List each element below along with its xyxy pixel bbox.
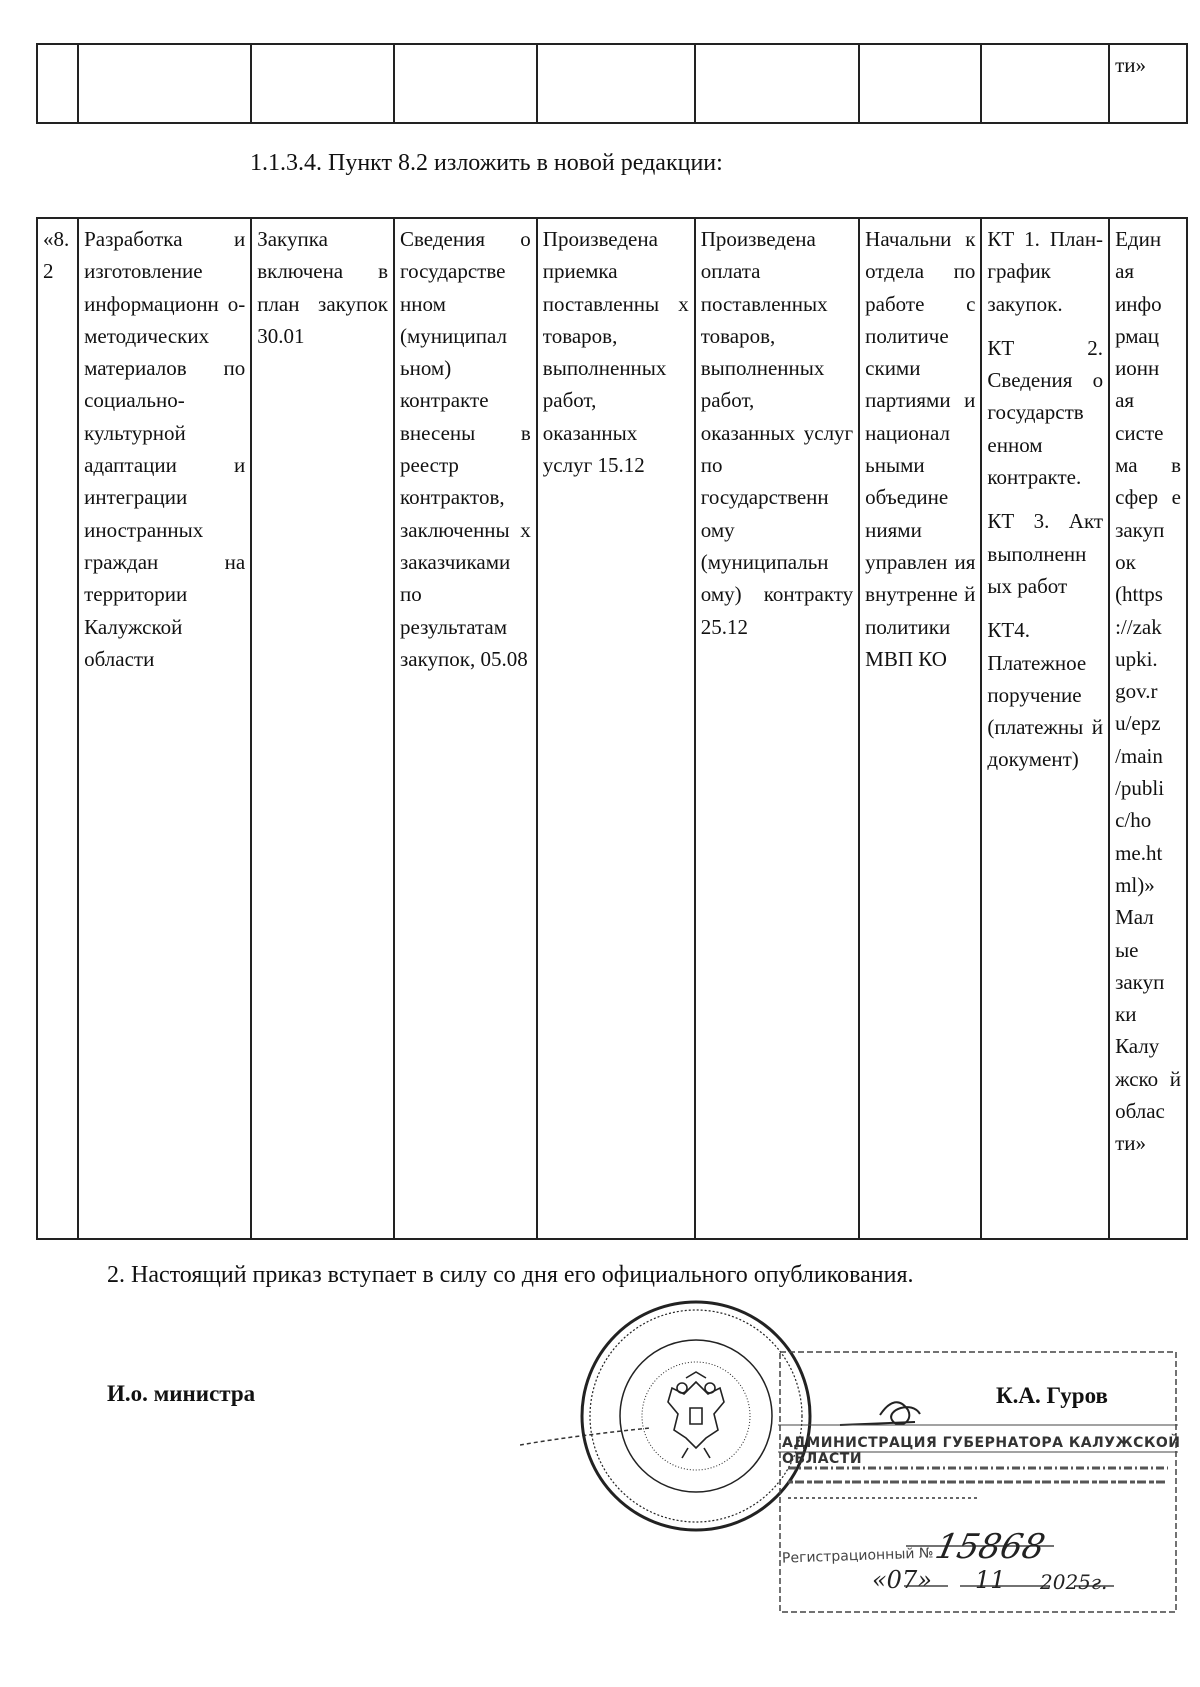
control-point: КТ 2. Сведения о государств енном контракте. [987, 335, 1104, 490]
signer-name: К.А. Гуров [996, 1383, 1108, 1408]
registration-label: Регистрационный № [781, 1545, 934, 1567]
control-points-cell [981, 218, 1109, 1239]
responsible-cell: Начальни к отдела по работе с политиче скими партиями и национал ьными объедине ниями управлен ия внутренне й политики МВП КО [859, 218, 981, 1239]
payment-cell: Произведена оплата поставленных товаров, выполненных работ, оказанных услуг по государственн ому (муниципальн ому) контракту 25.12 [695, 218, 859, 1239]
table-row [37, 218, 1187, 1239]
registration-date-year: 2025г. [1040, 1570, 1108, 1594]
table-cell [37, 44, 78, 123]
table-cell [695, 44, 859, 123]
table-row [37, 44, 1187, 123]
item-number-cell: «8. 2 [37, 218, 78, 1239]
table-cell [859, 44, 981, 123]
registration-stamp-title: АДМИНИСТРАЦИЯ ГУБЕРНАТОРА КАЛУЖСКОЙ ОБЛАСТИ [782, 1435, 1181, 1467]
control-point: КТ 1. План-график закупок. [987, 227, 1104, 316]
signer-role: И.о. министра [107, 1381, 256, 1406]
contract-info-cell: Сведения о государстве нном (муниципал ьном) контракте внесены в реестр контрактов, заключенны х заказчиками по результатам закупок, 05.08 [394, 218, 537, 1239]
continuation-table [36, 43, 1188, 124]
amendment-heading: 1.1.3.4. Пункт 8.2 изложить в новой редакции: [250, 150, 723, 176]
acceptance-cell: Произведена приемка поставленны х товаров, выполненных работ, оказанных услуг 15.12 [537, 218, 695, 1239]
registration-number: 15868 [931, 1527, 1049, 1567]
enactment-clause: 2. Настоящий приказ вступает в силу со дня его официального опубликования. [107, 1262, 914, 1288]
plan-table [36, 217, 1188, 1240]
table-cell-last: ти» [1109, 44, 1187, 123]
table-cell [394, 44, 537, 123]
table-cell [981, 44, 1109, 123]
procurement-plan-cell: Закупка включена в план закупок 30.01 [251, 218, 394, 1239]
table-cell [537, 44, 695, 123]
table-cell [251, 44, 394, 123]
item-name-cell: Разработка и изготовление информационн о-методических материалов по социально-культурной адаптации и интеграции иностранных граждан на территории Калужской области [78, 218, 251, 1239]
control-point: КТ 3. Акт выполненн ых работ [987, 509, 1104, 598]
registration-date-day: «07» [872, 1566, 932, 1594]
eagle-emblem-icon [668, 1372, 724, 1458]
control-point: КТ4. Платежное поручение (платежны й документ) [987, 618, 1104, 772]
information-system-cell: Един ая инфо рмац ионн ая систе ма в сфер е закуп ок (https ://zak upki. gov.r u/epz /main /publi c/ho me.ht ml)» Мал ые закуп ки Калу жско й облас ти» [1109, 218, 1187, 1239]
registration-date-month: 11 [975, 1566, 1006, 1594]
table-cell [78, 44, 251, 123]
